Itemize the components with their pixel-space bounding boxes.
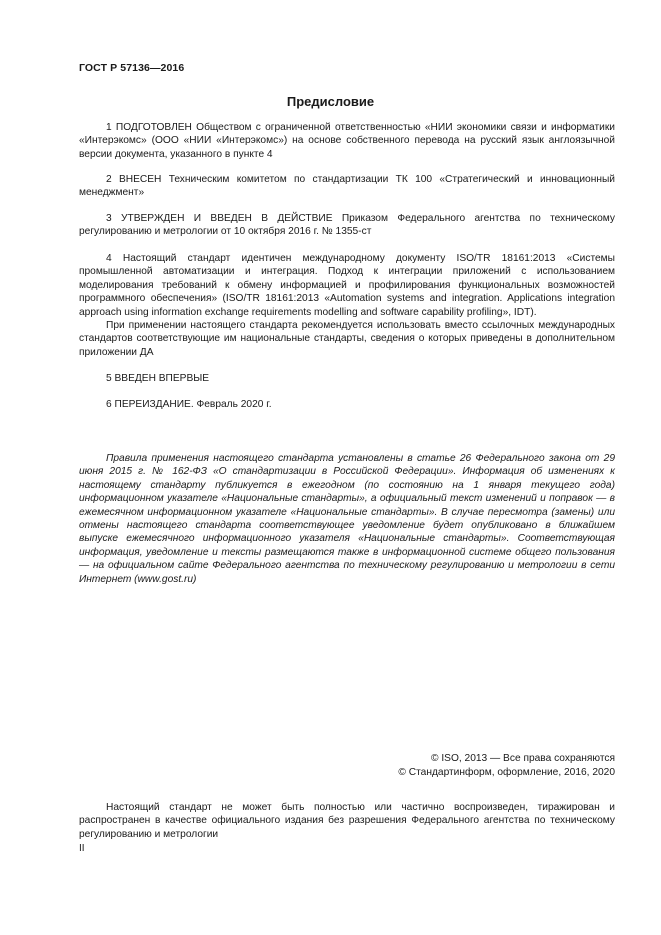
copyright-standartinform: © Стандартинформ, оформление, 2016, 2020 (398, 767, 615, 778)
reproduction-notice: Настоящий стандарт не может быть полностью или частично воспроизведен, тиражирован и распространен в качестве официального издания без разрешения Федерального агентства по техническому регулированию и метрологии (79, 802, 615, 840)
paragraph-first-introduced: 5 ВВЕДЕН ВПЕРВЫЕ (106, 373, 210, 384)
copyright-iso: © ISO, 2013 — Все права сохраняются (431, 753, 615, 764)
page-title: Предисловие (286, 94, 375, 109)
page-number: II (79, 843, 85, 854)
paragraph-approved: 3 УТВЕРЖДЕН И ВВЕДЕН В ДЕЙСТВИЕ Приказом Федерального агентства по техническому регулированию и метрологии от 10 октября 2016 г. № 1355-ст (79, 213, 615, 238)
paragraph-introduced: 2 ВНЕСЕН Техническим комитетом по стандартизации ТК 100 «Стратегический и инновационный менеджмент» (79, 174, 615, 199)
paragraph-prepared: 1 ПОДГОТОВЛЕН Обществом с ограниченной ответственностью «НИИ экономики связи и информатики «Интерэкомс» (ООО «НИИ «Интерэкомс») на основе собственного перевода на русский язык англоязычной версии документа, указанного в пункте 4 (79, 122, 615, 160)
document-id: ГОСТ Р 57136—2016 (79, 62, 185, 74)
paragraph-application: При применении настоящего стандарта рекомендуется использовать вместо ссылочных международных стандартов соответствующие им национальные стандарты, сведения о которых приведены в дополнительном приложении ДА (79, 320, 615, 358)
application-rules-note: Правила применения настоящего стандарта установлены в статье 26 Федерального закона от 29 июня 2015 г. № 162-ФЗ «О стандартизации в Российской Федерации». Информация об изменениях к настоящему стандарту публикуется в ежегодном (по состоянию на 1 января текущего года) информационном указателе «Национальные стандарты», а официальный текст изменений и поправок — в ежемесячном информационном указателе «Национальные стандарты». В случае пересмотра (замены) или отмены настоящего стандарта соответствующее уведомление будет опубликовано в ближайшем выпуске ежемесячного информационного указателя «Национальные стандарты». Соответствующая информация, уведомление и тексты размещаются также в информационной системе общего пользования — на официальном сайте Федерального агентства по техническому регулированию и метрологии в сети Интернет (www.gost.ru) (79, 453, 615, 585)
paragraph-reissue: 6 ПЕРЕИЗДАНИЕ. Февраль 2020 г. (106, 399, 272, 410)
paragraph-identical: 4 Настоящий стандарт идентичен международному документу ISO/TR 18161:2013 «Системы промышленной автоматизации и интеграция. Подход к интеграции приложений с использованием моделирования требований к обмену информацией и профилирования функциональных возможностей программного обеспечения» (ISO/TR 18161:2013 «Automation systems and integration. Applications integration approach using information exchange requirements modelling and software capability profiling», IDT). (79, 253, 615, 318)
